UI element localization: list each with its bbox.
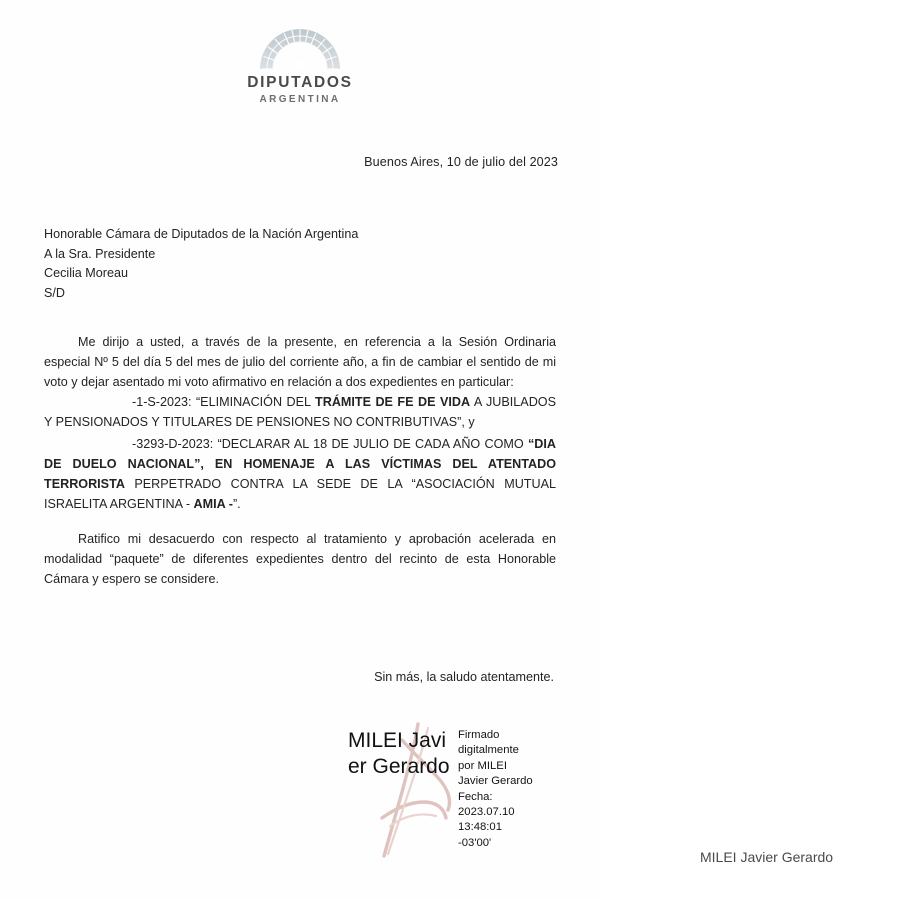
signature-meta-line: 13:48:01 [458,821,502,834]
signature-meta-line: -03'00' [458,836,492,849]
expedient-text: A JUBILADOS Y PENSIONADOS Y TITULARES DE PENSIONES NO CONTRIBUTIVAS”, y [44,395,556,429]
letterhead-organization: DIPUTADOS [247,74,353,91]
expedient-id: -1-S-2023: [132,395,192,409]
expedient-text: “DECLARAR AL 18 DE JULIO DE CADA AÑO COMO [213,437,528,451]
addressee-line: Cecilia Moreau [44,266,128,280]
signature-meta-line: 2023.07.10 [458,806,515,819]
paragraph-closing: Ratifico mi desacuerdo con respecto al tratamiento y aprobación acelerada en modalidad “paquete” de diferentes expedientes dentro del recinto de esta Honorable Cámara y espero se considere. [44,532,556,586]
expedient-item-1 [44,392,556,432]
expedient-text-bold: “DIA DE DUELO NACIONAL”, EN HOMENAJE A LAS VÍCTIMAS DEL ATENTADO TERRORISTA [44,437,556,491]
signature-name: MILEI Javier Gerardo [348,729,450,778]
letterhead [0,28,600,105]
congress-dome-fan-icon [257,28,343,70]
signoff-line: Sin más, la saludo atentamente. [374,670,554,684]
signature-meta-line: por MILEI [458,759,507,772]
digital-signature-block [348,728,834,865]
addressee-line: S/D [44,285,65,300]
signature-metadata [458,728,560,851]
addressee-block [44,225,358,303]
expedient-text-bold: TRÁMITE DE FE DE VIDA [315,395,471,409]
expedient-text: PERPETRADO CONTRA LA SEDE DE LA “ASOCIACIÓN MUTUAL ISRAELITA ARGENTINA - [44,477,556,511]
signature-meta-line: digitalmente [458,744,519,757]
addressee-line: Honorable Cámara de Diputados de la Nación Argentina [44,227,359,241]
page-bottom-cutoff-text: MILEI Javier Gerardo [700,849,834,865]
paragraph-intro: Me dirijo a usted, a través de la presente, en referencia a la Sesión Ordinaria especial Nº 5 del día 5 del mes de julio del corriente año, a fin de cambiar el sentido de mi voto y dejar asentado mi voto afirmativo en relación a dos expedientes en particular: [44,335,556,389]
signature-meta-line: Javier Gerardo [458,775,533,788]
expedient-text-bold: AMIA - [193,497,233,511]
expedient-text: “ELIMINACIÓN DEL [191,395,316,409]
addressee-line: A la Sra. Presidente [44,246,156,261]
date-line: Buenos Aires, 10 de julio del 2023 [364,155,558,169]
signature-meta-line: Fecha: [458,790,493,803]
signature-meta-line: Firmado [458,729,500,741]
document-body [44,332,556,589]
expedient-item-2 [44,434,556,514]
expedient-id: -3293-D-2023: [132,437,214,451]
letterhead-country: ARGENTINA [259,93,341,105]
expedient-text: ”. [232,497,241,511]
